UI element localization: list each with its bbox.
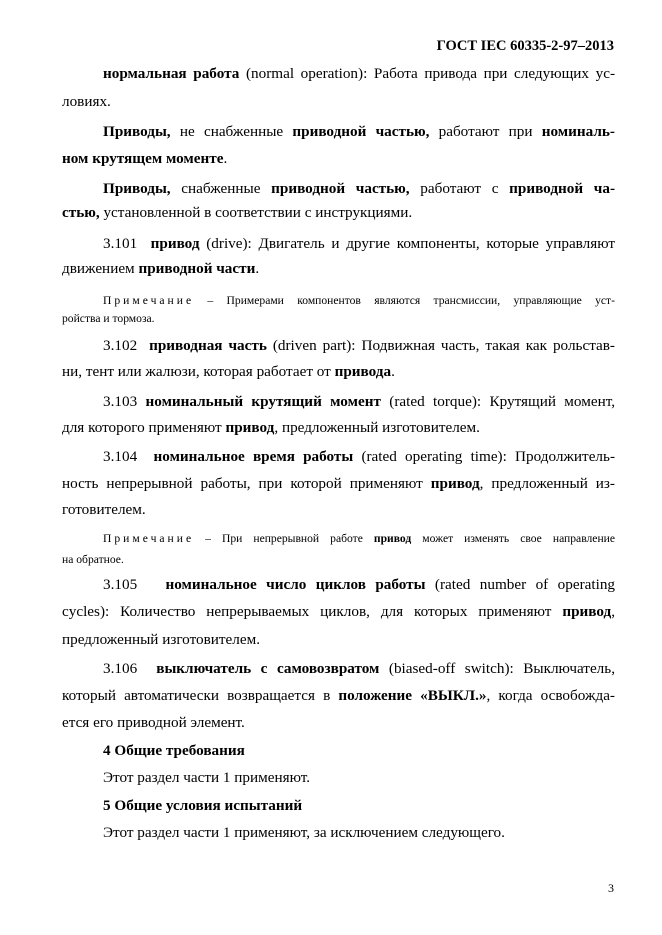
definition-3-106-line2: который автоматически возвращается в положение «ВЫКЛ.», когда освобожда- — [62, 687, 615, 704]
definition-3-101-line2: движением приводной части. — [62, 260, 260, 277]
note-label: Примечание — [103, 294, 195, 307]
definition-3-105-line3: предложенный изготовителем. — [62, 631, 261, 648]
definition-3-102-line2: ни, тент или жалюзи, которая работает от привода. — [62, 363, 395, 380]
paragraph-drives-without-part-line1: Приводы, не снабженные приводной частью, работают при номиналь- — [103, 123, 615, 140]
definition-3-103-line1: 3.103 номинальный крутящий момент (rated torque): Крутящий момент, — [103, 393, 615, 410]
term-normal-operation: нормальная работа — [103, 65, 240, 82]
term-rated-number-of-cycles: номинальное число циклов работы — [165, 576, 426, 593]
clause-number: 3.104 — [103, 448, 138, 465]
paragraph-drives-with-part-line2: стью, установленной в соответствии с инструкциями. — [62, 204, 413, 221]
clause-number: 3.105 — [103, 576, 138, 593]
definition-3-104-line3: готовителем. — [62, 501, 146, 518]
definition-3-101-line1: 3.101 привод (drive): Двигатель и другие компоненты, которые управляют — [103, 235, 616, 252]
section-4-heading: 4 Общие требования — [103, 742, 245, 759]
clause-number: 3.102 — [103, 337, 138, 354]
definition-3-103-line2: для которого применяют привод, предложенный изготовителем. — [62, 419, 480, 436]
page-number: 3 — [608, 881, 614, 895]
term-rated-torque: номинальный крутящий момент — [145, 393, 381, 410]
definition-3-104-line2: ность непрерывной работы, при которой применяют привод, предложенный из- — [62, 475, 615, 492]
document-header-code: ГОСТ IEC 60335-2-97–2013 — [436, 38, 614, 54]
paragraph-normal-operation-line1: нормальная работа (normal operation): Работа привода при следующих ус- — [103, 65, 615, 82]
clause-number: 3.101 — [103, 235, 138, 252]
clause-number: 3.106 — [103, 660, 138, 677]
paragraph-normal-operation-line2: ловиях. — [62, 93, 111, 110]
term-biased-off-switch: выключатель с самовозвратом — [156, 660, 380, 677]
term-driven-part: приводная часть — [149, 337, 267, 354]
term-drive: привод — [150, 235, 200, 252]
definition-3-106-line3: ется его приводной элемент. — [62, 714, 245, 731]
term-rated-operating-time: номинальное время работы — [153, 448, 354, 465]
definition-3-106-line1: 3.106 выключатель с самовозвратом (biased-off switch): Выключатель, — [103, 660, 615, 677]
definition-3-102-line1: 3.102 приводная часть (driven part): Подвижная часть, такая как рольстав- — [103, 337, 615, 354]
note-1-line1: Примечание – Примерами компонентов являются трансмиссии, управляющие уст- — [103, 294, 615, 307]
definition-3-104-line1: 3.104 номинальное время работы (rated operating time): Продолжитель- — [103, 448, 615, 465]
section-4-text: Этот раздел части 1 применяют. — [103, 769, 311, 786]
definition-3-105-line1: 3.105 номинальное число циклов работы (rated number of operating — [103, 576, 616, 593]
section-5-text: Этот раздел части 1 применяют, за исключением следующего. — [103, 824, 505, 841]
note-2-line2: на обратное. — [62, 553, 124, 566]
note-1-line2: ройства и тормоза. — [62, 312, 155, 325]
note-label: Примечание — [103, 532, 195, 545]
section-5-heading: 5 Общие условия испытаний — [103, 797, 303, 814]
paragraph-drives-without-part-line2: ном крутящем моменте. — [62, 150, 228, 167]
definition-3-105-line2: cycles): Количество непрерываемых циклов, для которых применяют привод, — [62, 603, 615, 620]
paragraph-drives-with-part-line1: Приводы, снабженные приводной частью, работают с приводной ча- — [103, 180, 616, 197]
clause-number: 3.103 — [103, 393, 138, 410]
note-2-line1: Примечание – При непрерывной работе привод может изменять свое направление — [103, 532, 616, 545]
